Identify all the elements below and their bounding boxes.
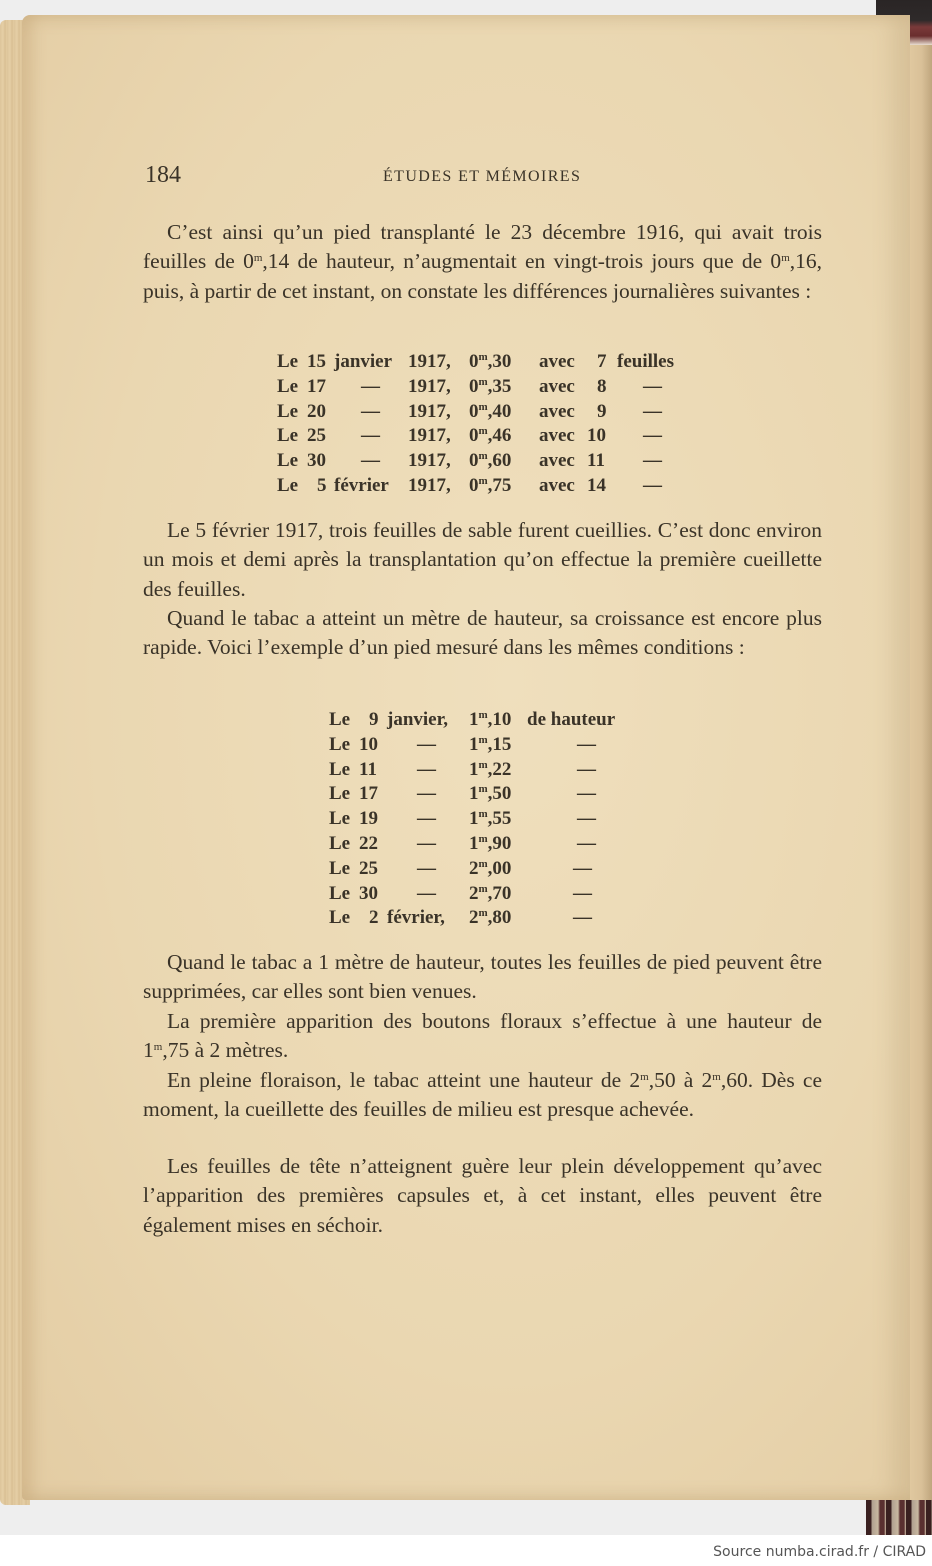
cell-height: 1$^m$,50 <box>469 783 512 805</box>
cell-tail: feuilles <box>617 351 674 372</box>
cell-year: 1917, <box>408 425 451 447</box>
page-number: 184 <box>145 162 181 188</box>
cell-month: — <box>361 425 380 447</box>
table-row <box>329 758 649 783</box>
unit-superscript: m <box>781 252 790 265</box>
cell-leaves: 7 <box>597 351 607 372</box>
cell-tail: — <box>643 474 662 496</box>
cell-day: 30 <box>359 882 378 904</box>
cell-month: — <box>361 400 380 422</box>
cell-le: Le <box>277 375 299 397</box>
cell-tail: — <box>577 808 596 830</box>
cell-height: 0$^m$,60 <box>469 450 512 472</box>
cell-le: Le <box>277 474 299 496</box>
paragraph-4 <box>143 948 822 1007</box>
cell-avec: avec <box>539 450 575 472</box>
table-row <box>277 400 697 425</box>
table-row <box>277 474 697 499</box>
cell-tail: — <box>573 857 592 879</box>
unit-superscript: m <box>712 1071 721 1083</box>
cell-tail: — <box>577 832 596 854</box>
cell-day: 5 <box>317 474 327 496</box>
cell-month: — <box>417 733 436 755</box>
cell-day: 25 <box>307 425 326 447</box>
cell-month: — <box>417 832 436 854</box>
cell-leaves: 11 <box>587 450 605 472</box>
cell-le: Le <box>329 783 351 805</box>
cell-avec: avec <box>539 425 575 447</box>
paragraph-6 <box>143 1066 822 1125</box>
cell-le: Le <box>277 351 299 372</box>
text-segment: ,50 à 2 <box>648 1068 713 1092</box>
text-segment: Les feuilles de tête n’atteignent guère leur plein développement qu’avec l’apparition des premières capsules et, à cet instant, elles peuvent être également mises en séchoir. <box>143 1154 822 1237</box>
text-segment: ,14 de hauteur, n’augmentait en vingt-trois jours que de 0 <box>262 249 782 274</box>
cell-height: 2$^m$,70 <box>469 882 512 904</box>
table-row <box>329 782 649 807</box>
text-segment: C’est ainsi qu’un pied transplanté le 23 décembre 1916, qui avait trois feuilles de 0 <box>143 220 822 274</box>
cell-tail: — <box>643 450 662 472</box>
cell-tail: — <box>577 758 596 780</box>
cell-tail: — <box>573 907 592 929</box>
text-segment: La première apparition des boutons floraux s’effectue à une hauteur de 1 <box>143 1009 822 1063</box>
cell-le: Le <box>329 733 351 755</box>
table-row <box>277 350 697 375</box>
cell-height: 0$^m$,46 <box>469 425 512 447</box>
text-segment: ,75 à 2 mètres. <box>162 1038 289 1063</box>
cell-avec: avec <box>539 474 575 496</box>
cell-day: 17 <box>307 375 326 397</box>
cell-height: 0$^m$,35 <box>469 375 512 397</box>
table-row <box>329 708 649 733</box>
cell-month: janvier <box>334 351 393 372</box>
cell-year: 1917, <box>408 375 451 397</box>
cell-leaves: 8 <box>597 375 607 397</box>
cell-height: 0$^m$,30 <box>469 351 512 372</box>
cell-tail: — <box>577 733 596 755</box>
table-row <box>277 375 697 400</box>
paragraph-3 <box>143 604 822 663</box>
text-segment: ,16, puis, à partir de cet instant, on constate les différences journalières suivantes : <box>143 249 822 303</box>
cell-avec: avec <box>539 400 575 422</box>
cell-day: 30 <box>307 450 326 472</box>
cell-le: Le <box>329 882 351 904</box>
cell-day: 9 <box>369 709 379 730</box>
cell-tail: — <box>643 375 662 397</box>
cell-day: 22 <box>359 832 378 854</box>
cell-year: 1917, <box>408 474 451 496</box>
cell-le: Le <box>329 709 351 730</box>
unit-superscript: m <box>253 252 263 265</box>
table-row <box>329 906 649 931</box>
cell-month: — <box>417 882 436 904</box>
table-row <box>329 733 649 758</box>
table-row <box>329 882 649 907</box>
text-segment: Quand le tabac a atteint un mètre de hauteur, sa croissance est encore plus rapide. Voici l’exemple d’un pied mesuré dans les mêmes conditions : <box>143 606 822 660</box>
text-segment: Quand le tabac a 1 mètre de hauteur, toutes les feuilles de pied peuvent être supprimées, car elles sont bien venues. <box>143 950 822 1004</box>
unit-superscript: m <box>640 1071 649 1083</box>
table-row <box>277 424 697 449</box>
cell-month: — <box>417 783 436 805</box>
table-row <box>329 857 649 882</box>
cell-month: — <box>361 375 380 397</box>
text-segment: ,60. Dès ce moment, la cueillette des feuilles de milieu est presque achevée. <box>143 1068 822 1122</box>
cell-tail: — <box>573 882 592 904</box>
cell-height: 1$^m$,90 <box>469 832 512 854</box>
cell-month: février <box>334 474 389 496</box>
cell-height: 2$^m$,00 <box>469 857 512 879</box>
cell-day: 2 <box>369 907 379 929</box>
cell-height: 1$^m$,10 <box>469 709 512 730</box>
cell-height: 0$^m$,75 <box>469 474 512 496</box>
growth-table-1 <box>277 350 697 499</box>
paragraph-2 <box>143 516 822 604</box>
cell-height: 1$^m$,22 <box>469 758 512 780</box>
cell-height: 0$^m$,40 <box>469 400 512 422</box>
cell-le: Le <box>277 450 299 472</box>
cell-month: janvier, <box>387 709 449 730</box>
cell-month: — <box>361 450 380 472</box>
cell-day: 20 <box>307 400 326 422</box>
table-row <box>329 807 649 832</box>
cell-avec: avec <box>539 375 575 397</box>
cell-day: 11 <box>359 758 377 780</box>
cell-tail: — <box>643 425 662 447</box>
paragraph-7 <box>143 1152 822 1240</box>
cell-le: Le <box>329 808 351 830</box>
cell-height: 1$^m$,15 <box>469 733 512 755</box>
cell-month: — <box>417 758 436 780</box>
paragraph-5 <box>143 1007 822 1066</box>
cell-day: 17 <box>359 783 378 805</box>
cell-month: février, <box>387 907 445 929</box>
source-credit: Source numba.cirad.fr / CIRAD <box>713 1544 926 1560</box>
text-segment: En pleine floraison, le tabac atteint une hauteur de 2 <box>167 1068 641 1092</box>
table-row <box>329 832 649 857</box>
book-binding-bottom <box>866 1500 932 1535</box>
cell-leaves: 9 <box>597 400 607 422</box>
cell-le: Le <box>329 832 351 854</box>
cell-day: 25 <box>359 857 378 879</box>
cell-month: — <box>417 857 436 879</box>
cell-day: 10 <box>359 733 378 755</box>
cell-avec: avec <box>539 351 575 372</box>
cell-leaves: 14 <box>587 474 606 496</box>
unit-superscript: m <box>153 1041 163 1054</box>
cell-tail: — <box>577 783 596 805</box>
cell-leaves: 10 <box>587 425 606 447</box>
page-header <box>145 162 825 192</box>
cell-le: Le <box>277 425 299 447</box>
cell-tail: — <box>643 400 662 422</box>
cell-le: Le <box>329 758 351 780</box>
cell-tail: de hauteur <box>527 709 616 730</box>
cell-le: Le <box>277 400 299 422</box>
cell-day: 19 <box>359 808 378 830</box>
cell-year: 1917, <box>408 450 451 472</box>
running-head: ÉTUDES ET MÉMOIRES <box>383 168 582 185</box>
cell-height: 2$^m$,80 <box>469 907 512 929</box>
cell-year: 1917, <box>408 351 451 372</box>
paragraph-1 <box>143 218 822 306</box>
cell-height: 1$^m$,55 <box>469 808 512 830</box>
cell-le: Le <box>329 857 351 879</box>
cell-day: 15 <box>307 351 326 372</box>
cell-le: Le <box>329 907 351 929</box>
cell-year: 1917, <box>408 400 451 422</box>
text-segment: Le 5 février 1917, trois feuilles de sable furent cueillies. C’est donc environ un mois et demi après la transplantation qu’on effectue la première cueillette des feuilles. <box>143 518 822 601</box>
table-row <box>277 449 697 474</box>
cell-month: — <box>417 808 436 830</box>
growth-table-2 <box>329 708 649 931</box>
